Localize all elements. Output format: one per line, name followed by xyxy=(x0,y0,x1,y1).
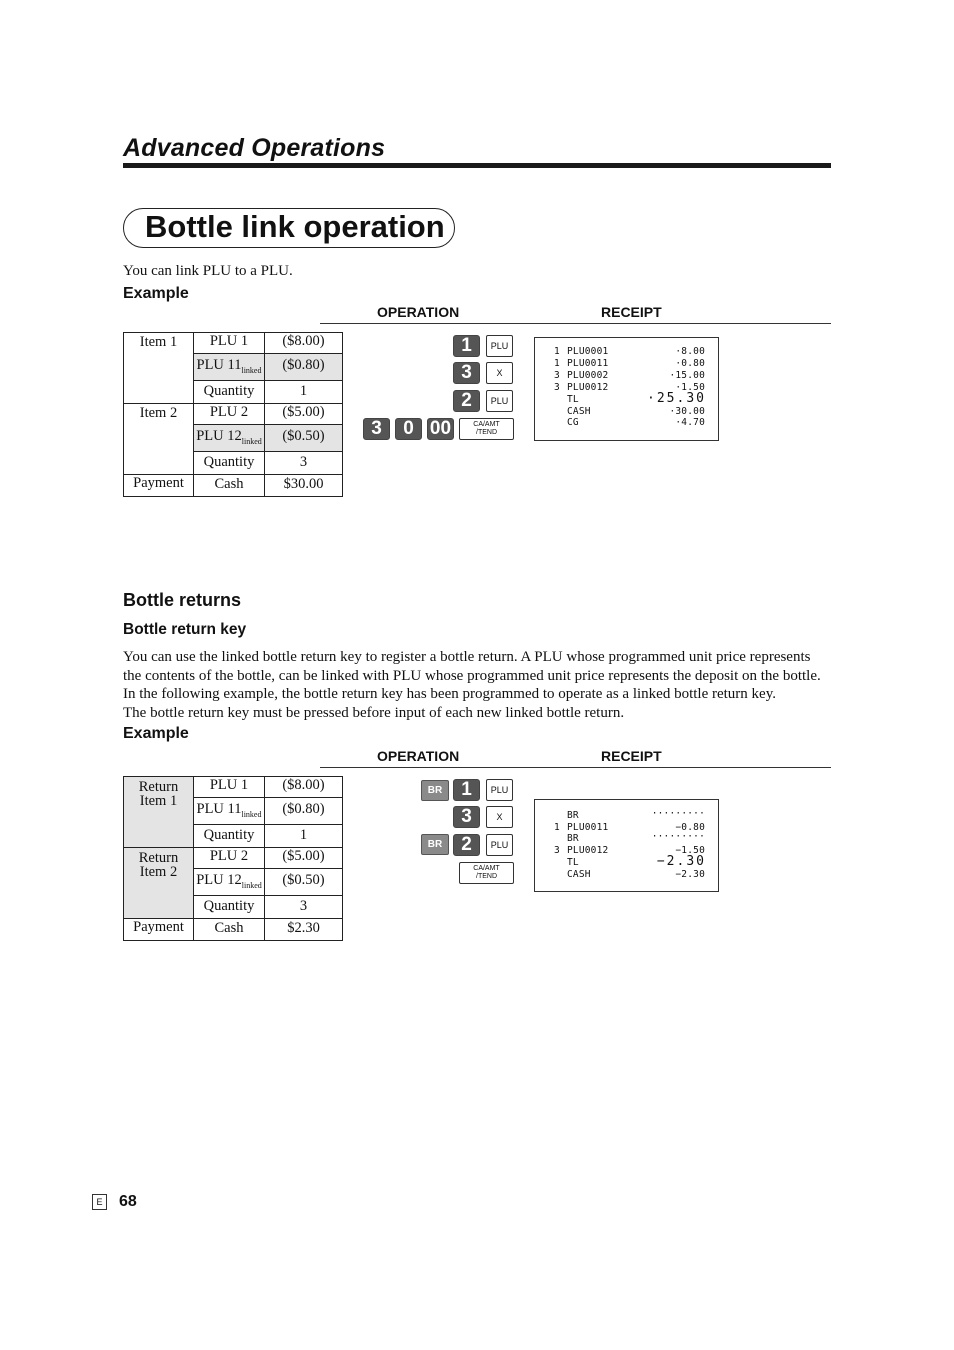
key-ca-amt-tend[interactable] xyxy=(459,418,514,440)
key-2[interactable]: 2 xyxy=(453,390,480,412)
table-amount: $30.00 xyxy=(265,475,343,497)
key-ca-top-label: CA/AMT xyxy=(473,865,500,872)
receipt-dots: ········· xyxy=(651,808,705,819)
table-plu1-price: ($8.00) xyxy=(265,777,343,798)
key-00[interactable]: 00 xyxy=(427,418,454,440)
paragraph-line: You can use the linked bottle return key to register a bottle return. A PLU whose programmed unit price represents xyxy=(123,649,811,665)
paragraph-line: In the following example, the bottle return key has been programmed to operate as a linked bottle return key. xyxy=(123,686,776,702)
receipt-item: PLU0012 xyxy=(567,845,609,856)
table-return-item-2: Return Item 2 xyxy=(124,848,194,919)
table-plu12: PLU $12_{linked}$ xyxy=(194,425,265,452)
example2-label: Example xyxy=(123,725,189,742)
table-plu2: PLU 2 xyxy=(194,404,265,425)
section-rule xyxy=(123,163,831,168)
example1-table-wrap xyxy=(123,332,343,497)
key-plu[interactable]: PLU xyxy=(486,390,513,412)
receipt-qty: 1 xyxy=(554,358,560,369)
table-quantity-2: 3 xyxy=(265,896,343,919)
page-number: 68 xyxy=(119,1193,137,1210)
key-multiply[interactable]: X xyxy=(486,806,513,828)
receipt-item: PLU0011 xyxy=(567,358,609,369)
table-amount: $2.30 xyxy=(265,919,343,941)
receipt-item: CG xyxy=(567,417,579,428)
table-payment: Payment xyxy=(124,919,194,941)
key-1[interactable]: 1 xyxy=(453,335,480,357)
key-ca-bottom-label: /TEND xyxy=(476,429,497,436)
table-cash: Cash xyxy=(194,475,265,497)
receipt-value: ·15.00 xyxy=(669,370,705,381)
table-quantity-label: Quantity xyxy=(194,381,265,404)
key-ca-top-label: CA/AMT xyxy=(473,421,500,428)
paragraph-line: the contents of the bottle, can be linked with PLU whose programmed unit price represents the deposit on the bottle. xyxy=(123,667,821,684)
key-plu[interactable]: PLU xyxy=(486,779,513,801)
table-quantity-label: Quantity xyxy=(194,896,265,919)
table-plu11-price: ($0.80) xyxy=(265,354,343,381)
receipt-value: −0.80 xyxy=(675,822,705,833)
table-plu11: PLU $11_{linked}$ xyxy=(194,798,265,825)
receipt-1 xyxy=(534,337,719,441)
intro-text: You can link PLU to a PLU. xyxy=(123,263,293,279)
table-plu11-price: ($0.80) xyxy=(265,798,343,825)
receipt-item: CASH xyxy=(567,869,591,880)
table-plu1: PLU 1 xyxy=(194,777,265,798)
table-plu1: PLU 1 xyxy=(194,333,265,354)
receipt-item: TL xyxy=(567,857,579,868)
receipt-total: ·25.30 xyxy=(647,391,706,406)
receipt-item: PLU0002 xyxy=(567,370,609,381)
receipt-dots: ········· xyxy=(651,831,705,842)
table-plu12: PLU $12_{linked}$ xyxy=(194,869,265,896)
table-quantity-1: 1 xyxy=(265,825,343,848)
receipt-value: ·8.00 xyxy=(675,346,705,357)
example2-operation-label: OPERATION xyxy=(377,748,460,764)
key-plu[interactable]: PLU xyxy=(486,335,513,357)
key-bottle-return[interactable]: BR xyxy=(421,834,449,855)
key-2[interactable]: 2 xyxy=(453,834,480,856)
receipt-item: TL xyxy=(567,394,579,405)
key-3[interactable]: 3 xyxy=(453,806,480,828)
table-plu12-price: ($0.50) xyxy=(265,425,343,452)
receipt-value: ·4.70 xyxy=(675,417,705,428)
receipt-item: PLU0012 xyxy=(567,382,609,393)
paragraph-line: The bottle return key must be pressed before input of each new linked bottle return. xyxy=(123,704,625,721)
example2-receipt-label: RECEIPT xyxy=(601,748,662,764)
receipt-2 xyxy=(534,799,719,892)
bottle-return-key-heading: Bottle return key xyxy=(123,621,247,638)
receipt-qty: 3 xyxy=(554,845,560,856)
receipt-value: −1.50 xyxy=(675,845,705,856)
receipt-qty: 1 xyxy=(554,822,560,833)
table-plu12-price: ($0.50) xyxy=(265,869,343,896)
example2-table xyxy=(123,776,343,941)
example1-table xyxy=(123,332,343,497)
page-title: Bottle link operation xyxy=(145,209,445,244)
key-multiply[interactable]: X xyxy=(486,362,513,384)
receipt-item: PLU0001 xyxy=(567,346,609,357)
example1-label: Example xyxy=(123,285,189,302)
table-quantity-2: 3 xyxy=(265,452,343,475)
table-return-item-1: Return Item 1 xyxy=(124,777,194,848)
table-item-1: Item 1 xyxy=(124,333,194,404)
table-quantity-label: Quantity xyxy=(194,825,265,848)
receipt-item: BR xyxy=(567,810,579,821)
key-ca-amt-tend[interactable] xyxy=(459,862,514,884)
table-plu2-price: ($5.00) xyxy=(265,848,343,869)
receipt-qty: 3 xyxy=(554,382,560,393)
table-plu1-price: ($8.00) xyxy=(265,333,343,354)
table-plu11: PLU $11_{linked}$ xyxy=(194,354,265,381)
receipt-value: ·30.00 xyxy=(669,406,705,417)
table-plu2: PLU 2 xyxy=(194,848,265,869)
key-ca-bottom-label: /TEND xyxy=(476,873,497,880)
bottle-returns-heading: Bottle returns xyxy=(123,590,242,610)
example1-operation-label: OPERATION xyxy=(377,304,460,320)
language-marker: E xyxy=(92,1194,107,1210)
example2-column-rule xyxy=(320,767,831,768)
receipt-value: ·1.50 xyxy=(675,382,705,393)
table-payment: Payment xyxy=(124,475,194,497)
receipt-value: ·0.80 xyxy=(675,358,705,369)
table-quantity-1: 1 xyxy=(265,381,343,404)
receipt-item: CASH xyxy=(567,406,591,417)
key-1[interactable]: 1 xyxy=(453,779,480,801)
receipt-qty: 1 xyxy=(554,346,560,357)
section-header: Advanced Operations xyxy=(123,134,386,162)
key-3[interactable]: 3 xyxy=(453,362,480,384)
key-bottle-return[interactable]: BR xyxy=(421,780,449,801)
example1-column-rule xyxy=(320,323,831,324)
key-3[interactable]: 3 xyxy=(363,418,390,440)
key-plu[interactable]: PLU xyxy=(486,834,513,856)
receipt-item: PLU0011 xyxy=(567,822,609,833)
table-cash: Cash xyxy=(194,919,265,941)
receipt-value: −2.30 xyxy=(675,869,705,880)
example2-table-wrap xyxy=(123,776,343,941)
key-0[interactable]: 0 xyxy=(395,418,422,440)
table-plu2-price: ($5.00) xyxy=(265,404,343,425)
receipt-total: −2.30 xyxy=(656,854,706,869)
receipt-qty: 3 xyxy=(554,370,560,381)
table-item-2: Item 2 xyxy=(124,404,194,475)
receipt-item: BR xyxy=(567,833,579,844)
bottle-return-paragraph xyxy=(123,648,843,722)
example1-receipt-label: RECEIPT xyxy=(601,304,662,320)
table-quantity-label: Quantity xyxy=(194,452,265,475)
